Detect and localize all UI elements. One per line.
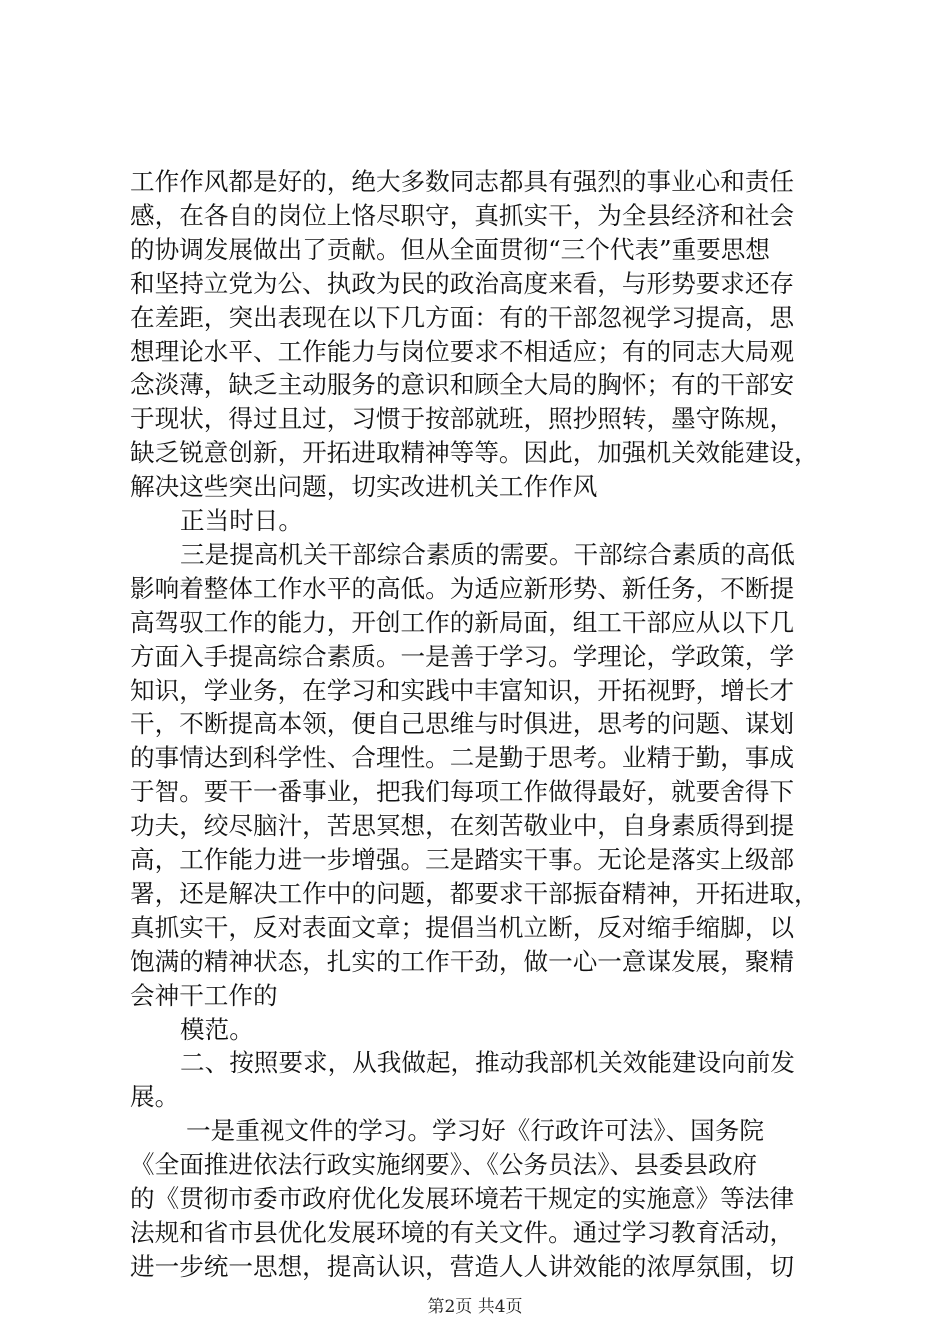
text-line: 一是重视文件的学习。学习好《行政许可法》、国务院: [186, 1116, 764, 1146]
text-line: 和坚持立党为公、执政为民的政治高度来看，与形势要求还存: [130, 268, 795, 298]
text-line: 会神干工作的: [130, 980, 278, 1010]
text-line: 进一步统一思想，提高认识，营造人人讲效能的浓厚氛围，切: [130, 1251, 795, 1281]
text-line: 《全面推进依法行政实施纲要》、《公务员法》、县委县政府: [130, 1150, 758, 1180]
text-line: 干，不断提高本领，便自己思维与时俱进，思考的问题、谋划: [130, 709, 795, 739]
text-line: 方面入手提高综合素质。一是善于学习。学理论，学政策，学: [130, 641, 795, 671]
text-line: 影响着整体工作水平的高低。为适应新形势、新任务，不断提: [130, 573, 795, 603]
text-line: 展。: [130, 1082, 180, 1112]
text-line: 念淡薄，缺乏主动服务的意识和顾全大局的胸怀；有的干部安: [130, 370, 795, 400]
text-line: 的《贯彻市委市政府优化发展环境若干规定的实施意》等法律: [130, 1184, 795, 1213]
text-line: 功夫，绞尽脑汁，苦思冥想，在刻苦敬业中，自身素质得到提: [130, 811, 795, 841]
text-line: 三是提高机关干部综合素质的需要。干部综合素质的高低: [180, 539, 795, 569]
text-line: 于现状，得过且过，习惯于按部就班，照抄照转，墨守陈规，: [130, 404, 795, 434]
text-line: 在差距，突出表现在以下几方面：有的干部忽视学习提高，思: [130, 302, 795, 332]
text-line: 解决这些突出问题，切实改进机关工作作风: [130, 472, 598, 502]
text-line: 饱满的精神状态，扎实的工作干劲，做一心一意谋发展，聚精: [130, 946, 795, 976]
text-line: 的协调发展做出了贡献。但从全面贯彻“三个代表”重要思想: [130, 234, 770, 264]
text-line: 感，在各自的岗位上恪尽职守，真抓实干，为全县经济和社会: [130, 200, 795, 230]
text-line: 工作作风都是好的，绝大多数同志都具有强烈的事业心和责任: [130, 167, 795, 196]
page-footer: 第2页 共4页: [427, 1297, 523, 1317]
text-line: 模范。: [180, 1014, 254, 1044]
text-line: 法规和省市县优化发展环境的有关文件。通过学习教育活动，: [130, 1217, 795, 1247]
text-line: 知识，学业务，在学习和实践中丰富知识，开拓视野，增长才: [130, 675, 795, 705]
text-line: 高驾驭工作的能力，开创工作的新局面，组工干部应从以下几: [130, 607, 795, 637]
text-line: 署，还是解决工作中的问题，都要求干部振奋精神，开拓进取，: [130, 878, 819, 908]
text-line: 正当时日。: [180, 506, 303, 535]
text-line: 缺乏锐意创新，开拓进取精神等等。因此，加强机关效能建设，: [130, 438, 819, 468]
text-line: 于智。要干一番事业，把我们每项工作做得最好，就要舍得下: [130, 777, 795, 807]
text-line: 的事情达到科学性、合理性。二是勤于思考。业精于勤，事成: [130, 743, 795, 773]
text-line: 真抓实干，反对表面文章；提倡当机立断，反对缩手缩脚，以: [130, 912, 795, 942]
text-line: 二、按照要求，从我做起，推动我部机关效能建设向前发: [180, 1048, 795, 1078]
text-line: 高，工作能力进一步增强。三是踏实干事。无论是落实上级部: [130, 845, 795, 874]
text-line: 想理论水平、工作能力与岗位要求不相适应；有的同志大局观: [130, 336, 795, 366]
